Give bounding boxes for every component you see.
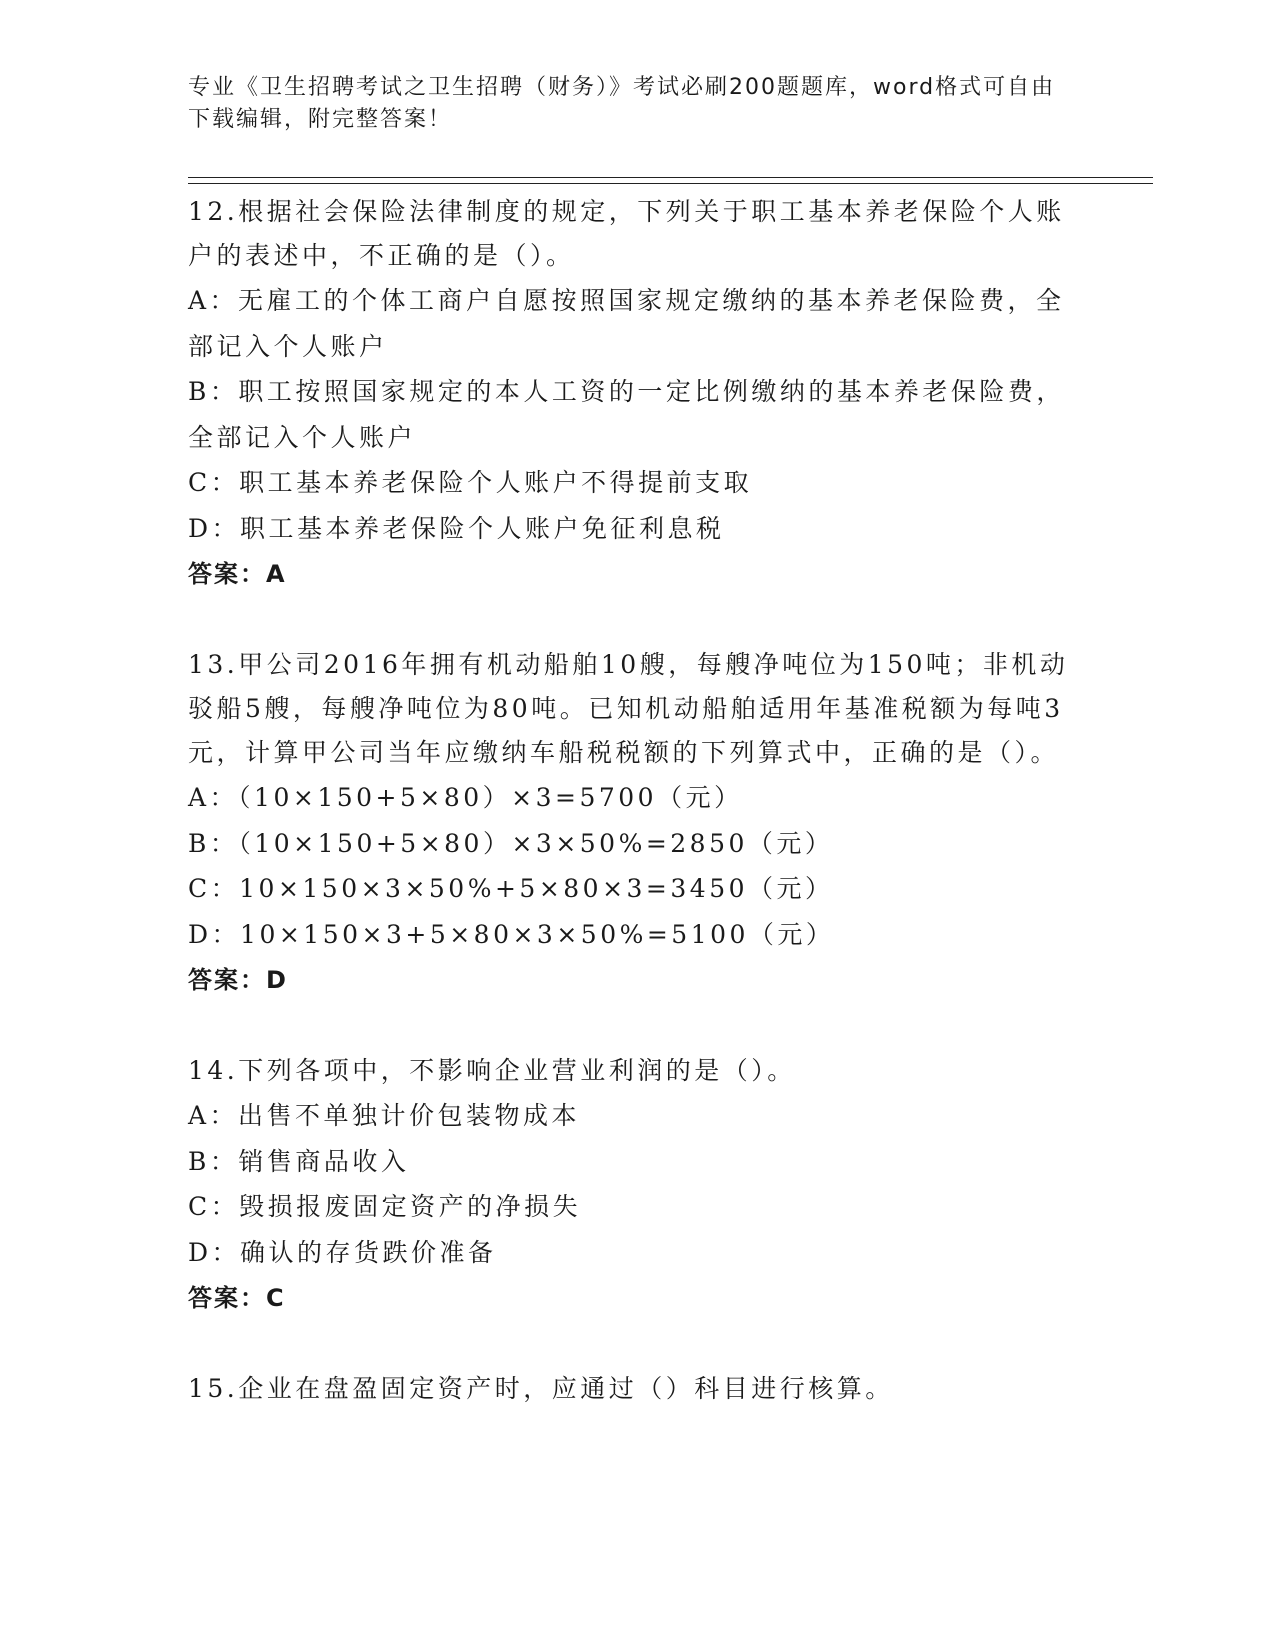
page-header: 专业《卫生招聘考试之卫生招聘（财务）》考试必刷200题题库，word格式可自由下载编辑，附完整答案！ bbox=[188, 75, 1056, 132]
answer-line bbox=[188, 1275, 1078, 1321]
question-14 bbox=[188, 1049, 1078, 1321]
option-d: D：10×150×3+5×80×3×50%=5100（元） bbox=[188, 919, 835, 949]
option-b: B：（10×150+5×80）×3×50%=2850（元） bbox=[188, 828, 834, 858]
question-stem: 12.根据社会保险法律制度的规定，下列关于职工基本养老保险个人账户的表述中，不正确的是（）。 bbox=[188, 197, 1065, 270]
option-a: A：无雇工的个体工商户自愿按照国家规定缴纳的基本养老保险费，全部记入个人账户 bbox=[188, 286, 1065, 361]
option-a: A：出售不单独计价包装物成本 bbox=[188, 1101, 581, 1130]
option-c: C：职工基本养老保险个人账户不得提前支取 bbox=[188, 468, 753, 497]
question-13 bbox=[188, 643, 1078, 1003]
answer-value: C bbox=[266, 1284, 286, 1312]
answer-label: 答案： bbox=[188, 560, 266, 588]
header-rule-top bbox=[188, 177, 1153, 178]
question-list bbox=[188, 190, 1078, 1457]
option-b: B：职工按照国家规定的本人工资的一定比例缴纳的基本养老保险费，全部记入个人账户 bbox=[188, 377, 1065, 452]
question-stem: 14.下列各项中，不影响企业营业利润的是（）。 bbox=[188, 1056, 796, 1085]
option-c: C：毁损报废固定资产的净损失 bbox=[188, 1192, 582, 1221]
option-d: D：职工基本养老保险个人账户免征利息税 bbox=[188, 513, 725, 543]
answer-line bbox=[188, 957, 1078, 1003]
question-15 bbox=[188, 1367, 1078, 1411]
question-12 bbox=[188, 190, 1078, 597]
header-rule-bottom bbox=[188, 183, 1153, 184]
question-stem: 15.企业在盘盈固定资产时，应通过（）科目进行核算。 bbox=[188, 1374, 894, 1403]
option-a: A：（10×150+5×80）×3=5700（元） bbox=[188, 783, 743, 812]
option-b: B：销售商品收入 bbox=[188, 1146, 410, 1176]
answer-value: D bbox=[266, 966, 288, 994]
answer-label: 答案： bbox=[188, 1284, 266, 1312]
option-c: C：10×150×3×50%+5×80×3=3450（元） bbox=[188, 874, 834, 903]
answer-value: A bbox=[266, 560, 287, 588]
answer-line bbox=[188, 551, 1078, 597]
option-d: D：确认的存货跌价准备 bbox=[188, 1237, 497, 1267]
question-stem: 13.甲公司2016年拥有机动船舶10艘，每艘净吨位为150吨；非机动驳船5艘，每艘净吨位为80吨。已知机动船舶适用年基准税额为每吨3元，计算甲公司当年应缴纳车船税税额的下列算式中，正确的是（）。 bbox=[188, 650, 1069, 767]
answer-label: 答案： bbox=[188, 966, 266, 994]
